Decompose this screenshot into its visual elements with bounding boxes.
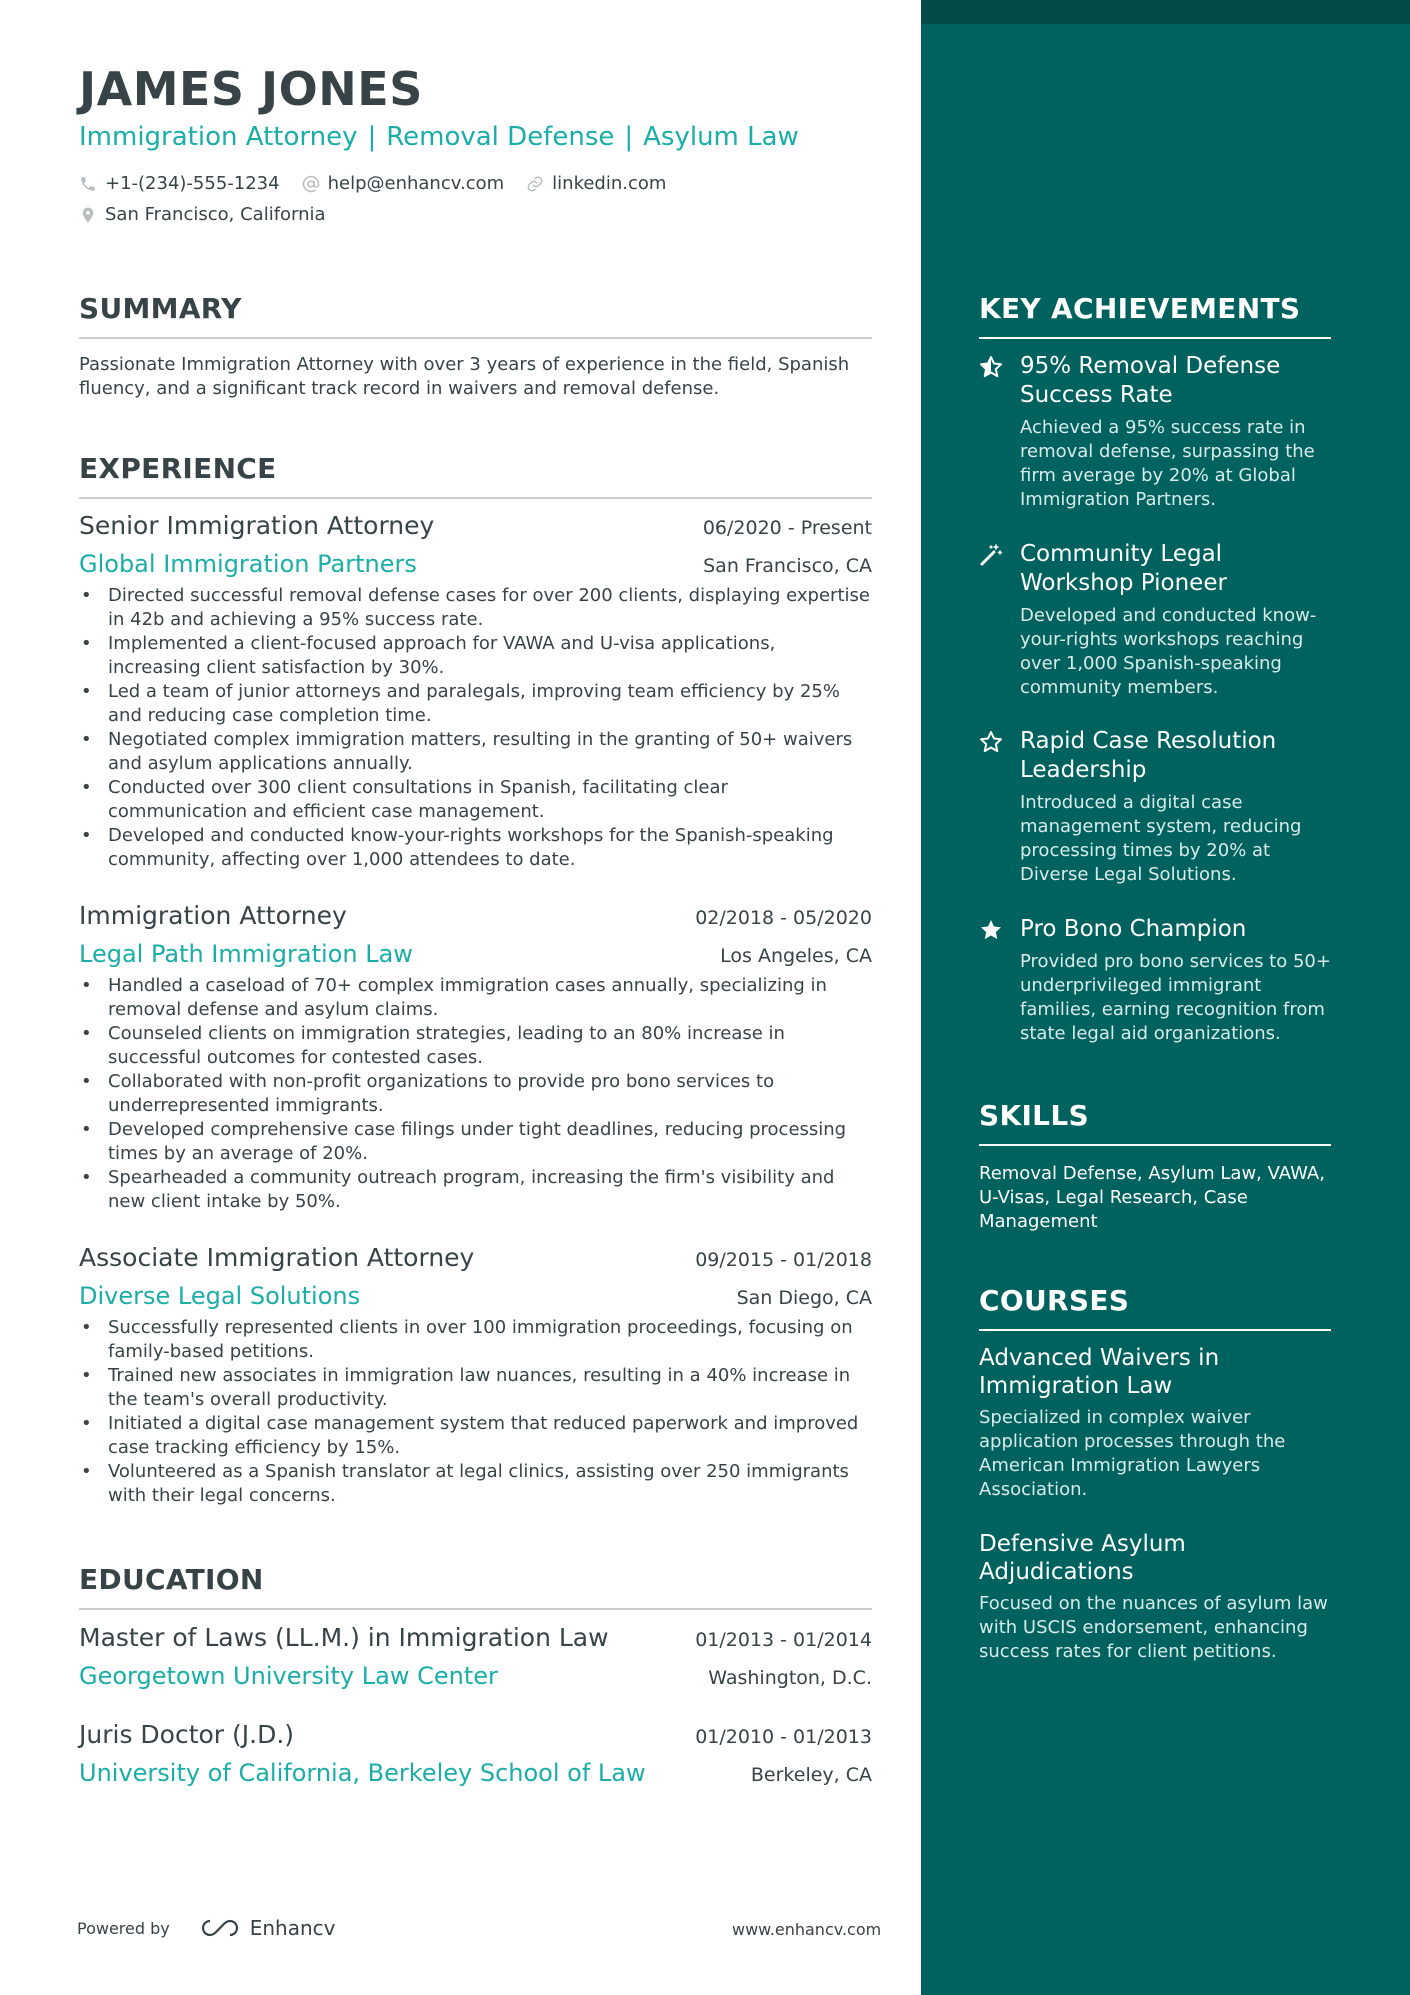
contact-phone[interactable] — [79, 173, 280, 194]
education-location: Berkeley, CA — [750, 1764, 872, 1786]
headline — [79, 122, 799, 152]
map-pin-icon — [79, 205, 97, 225]
job-role: Immigration Attorney — [79, 901, 347, 930]
job-location: San Francisco, CA — [703, 555, 872, 577]
education-entry — [79, 1720, 872, 1787]
footer-url[interactable]: www.enhancv.com — [732, 1920, 882, 1939]
section-heading-experience: EXPERIENCE — [79, 452, 872, 499]
achievement-title: Rapid Case Resolution Leadership — [1020, 728, 1277, 783]
skills-section — [979, 1099, 1331, 1234]
bullet-item: • Developed and conducted know-your-rights workshops for the Spanish-speaking community, affecting over 1,000 attendees to date. — [79, 824, 872, 872]
contact-row — [79, 173, 688, 194]
magic-wand-icon — [979, 543, 1003, 567]
contact-location — [79, 204, 326, 225]
achievement-item — [979, 352, 1331, 512]
contact-email[interactable] — [302, 173, 505, 194]
job-bullets — [79, 584, 872, 872]
skills-text: Removal Defense, Asylum Law, VAWA, U-Visas, Legal Research, Case Management — [979, 1163, 1325, 1232]
education-section — [79, 1563, 872, 1610]
star-half-icon — [979, 355, 1003, 379]
powered-by-text: Powered by — [77, 1918, 170, 1938]
experience-section — [79, 452, 872, 499]
course-desc: Specialized in complex waiver application processes through the American Immigration Lawyers Association. — [979, 1407, 1286, 1500]
course-item — [979, 1530, 1331, 1664]
bullet-item: • Initiated a digital case management system that reduced paperwork and improved case tracking efficiency by 15%. — [79, 1412, 872, 1460]
bullet-item: • Collaborated with non-profit organizations to provide pro bono services to underrepresented immigrants. — [79, 1070, 872, 1118]
bullet-item: • Developed comprehensive case filings under tight deadlines, reducing processing times by an average of 20%. — [79, 1118, 872, 1166]
bullet-item: • Trained new associates in immigration law nuances, resulting in a 40% increase in the team's overall productivity. — [79, 1364, 872, 1412]
location-text: San Francisco, California — [105, 204, 326, 225]
education-dates: 01/2013 - 01/2014 — [695, 1629, 872, 1651]
education-entry — [79, 1623, 872, 1690]
enhancv-logo-icon — [196, 1916, 244, 1940]
job-location: San Diego, CA — [736, 1287, 872, 1309]
job-dates: 09/2015 - 01/2018 — [695, 1249, 872, 1271]
education-school: Georgetown University Law Center — [79, 1662, 498, 1690]
headline-separator: | — [367, 122, 377, 152]
section-heading-achievements: KEY ACHIEVEMENTS — [979, 292, 1331, 339]
bullet-item: • Negotiated complex immigration matters, resulting in the granting of 50+ waivers and asylum applications annually. — [79, 728, 872, 776]
education-school: University of California, Berkeley School of Law — [79, 1759, 646, 1787]
headline-title-2: Removal Defense — [386, 122, 615, 152]
section-heading-education: EDUCATION — [79, 1563, 872, 1610]
bullet-item: • Spearheaded a community outreach program, increasing the firm's visibility and new client intake by 50%. — [79, 1166, 872, 1214]
achievement-item — [979, 727, 1331, 887]
job-bullets — [79, 974, 872, 1214]
star-filled-icon — [979, 918, 1003, 942]
achievement-desc: Developed and conducted know-your-rights workshops reaching over 1,000 Spanish-speaking community members. — [1020, 605, 1317, 698]
headline-title-3: Asylum Law — [643, 122, 799, 152]
footer-branding — [77, 1916, 336, 1940]
phone-text: +1-(234)-555-1234 — [105, 173, 280, 194]
headline-title-1: Immigration Attorney — [79, 122, 358, 152]
contact-linkedin[interactable] — [526, 173, 666, 194]
job-entry — [79, 511, 872, 872]
achievement-title: Community Legal Workshop Pioneer — [1020, 541, 1227, 596]
bullet-item: • Implemented a client-focused approach for VAWA and U-visa applications, increasing client satisfaction by 30%. — [79, 632, 872, 680]
star-outline-icon — [979, 730, 1003, 754]
job-company: Legal Path Immigration Law — [79, 940, 413, 968]
job-dates: 02/2018 - 05/2020 — [695, 907, 872, 929]
headline-separator: | — [624, 122, 634, 152]
education-dates: 01/2010 - 01/2013 — [695, 1726, 872, 1748]
achievement-item — [979, 540, 1331, 700]
at-icon — [302, 175, 320, 193]
section-heading-courses: COURSES — [979, 1284, 1331, 1331]
course-title: Advanced Waivers in Immigration Law — [979, 1345, 1220, 1399]
link-icon — [526, 175, 544, 193]
bullet-item: • Counseled clients on immigration strategies, leading to an 80% increase in successful outcomes for contested cases. — [79, 1022, 872, 1070]
bullet-item: • Handled a caseload of 70+ complex immigration cases annually, specializing in removal defense and asylum claims. — [79, 974, 872, 1022]
bullet-item: • Led a team of junior attorneys and paralegals, improving team efficiency by 25% and reducing case completion time. — [79, 680, 872, 728]
job-bullets — [79, 1316, 872, 1508]
bullet-item: • Successfully represented clients in over 100 immigration proceedings, focusing on family-based petitions. — [79, 1316, 872, 1364]
course-desc: Focused on the nuances of asylum law with USCIS endorsement, enhancing success rates for client petitions. — [979, 1593, 1328, 1662]
bullet-item: • Directed successful removal defense cases for over 200 clients, displaying expertise in 42b and achieving a 95% success rate. — [79, 584, 872, 632]
bullet-item: • Volunteered as a Spanish translator at legal clinics, assisting over 250 immigrants with their legal concerns. — [79, 1460, 872, 1508]
brand-name: Enhancv — [249, 1916, 336, 1940]
section-heading-summary: SUMMARY — [79, 292, 872, 339]
section-heading-skills: SKILLS — [979, 1099, 1331, 1146]
achievement-desc: Achieved a 95% success rate in removal defense, surpassing the firm average by 20% at Global Immigration Partners. — [1020, 417, 1315, 510]
achievement-desc: Introduced a digital case management system, reducing processing times by 20% at Diverse Legal Solutions. — [1020, 792, 1302, 885]
courses-section — [979, 1284, 1331, 1331]
achievement-item — [979, 915, 1331, 1046]
job-company: Diverse Legal Solutions — [79, 1282, 361, 1310]
job-role: Senior Immigration Attorney — [79, 511, 435, 540]
location-row — [79, 204, 348, 225]
email-text: help@enhancv.com — [327, 173, 505, 194]
job-dates: 06/2020 - Present — [702, 517, 872, 539]
job-location: Los Angeles, CA — [720, 945, 872, 967]
education-degree: Master of Laws (LL.M.) in Immigration Law — [79, 1623, 609, 1652]
phone-icon — [79, 175, 97, 193]
bullet-item: • Conducted over 300 client consultations in Spanish, facilitating clear communication and efficient case management. — [79, 776, 872, 824]
education-location: Washington, D.C. — [708, 1667, 872, 1689]
summary-section — [79, 292, 872, 401]
candidate-name: JAMES JONES — [79, 62, 423, 116]
education-degree: Juris Doctor (J.D.) — [79, 1720, 295, 1749]
achievement-desc: Provided pro bono services to 50+ underprivileged immigrant families, earning recognition from state legal aid organizations. — [1020, 951, 1331, 1044]
course-item — [979, 1344, 1331, 1502]
job-entry — [79, 901, 872, 1214]
achievement-title: Pro Bono Champion — [1020, 916, 1247, 942]
achievement-title: 95% Removal Defense Success Rate — [1020, 353, 1281, 408]
achievements-section — [979, 292, 1331, 339]
summary-text: Passionate Immigration Attorney with over 3 years of experience in the field, Spanish fluency, and a significant track record in waivers and removal defense. — [79, 354, 850, 399]
course-title: Defensive Asylum Adjudications — [979, 1531, 1186, 1585]
job-entry — [79, 1243, 872, 1508]
job-role: Associate Immigration Attorney — [79, 1243, 475, 1272]
sidebar-top-bar — [921, 0, 1410, 24]
linkedin-text: linkedin.com — [552, 173, 667, 194]
job-company: Global Immigration Partners — [79, 550, 417, 578]
